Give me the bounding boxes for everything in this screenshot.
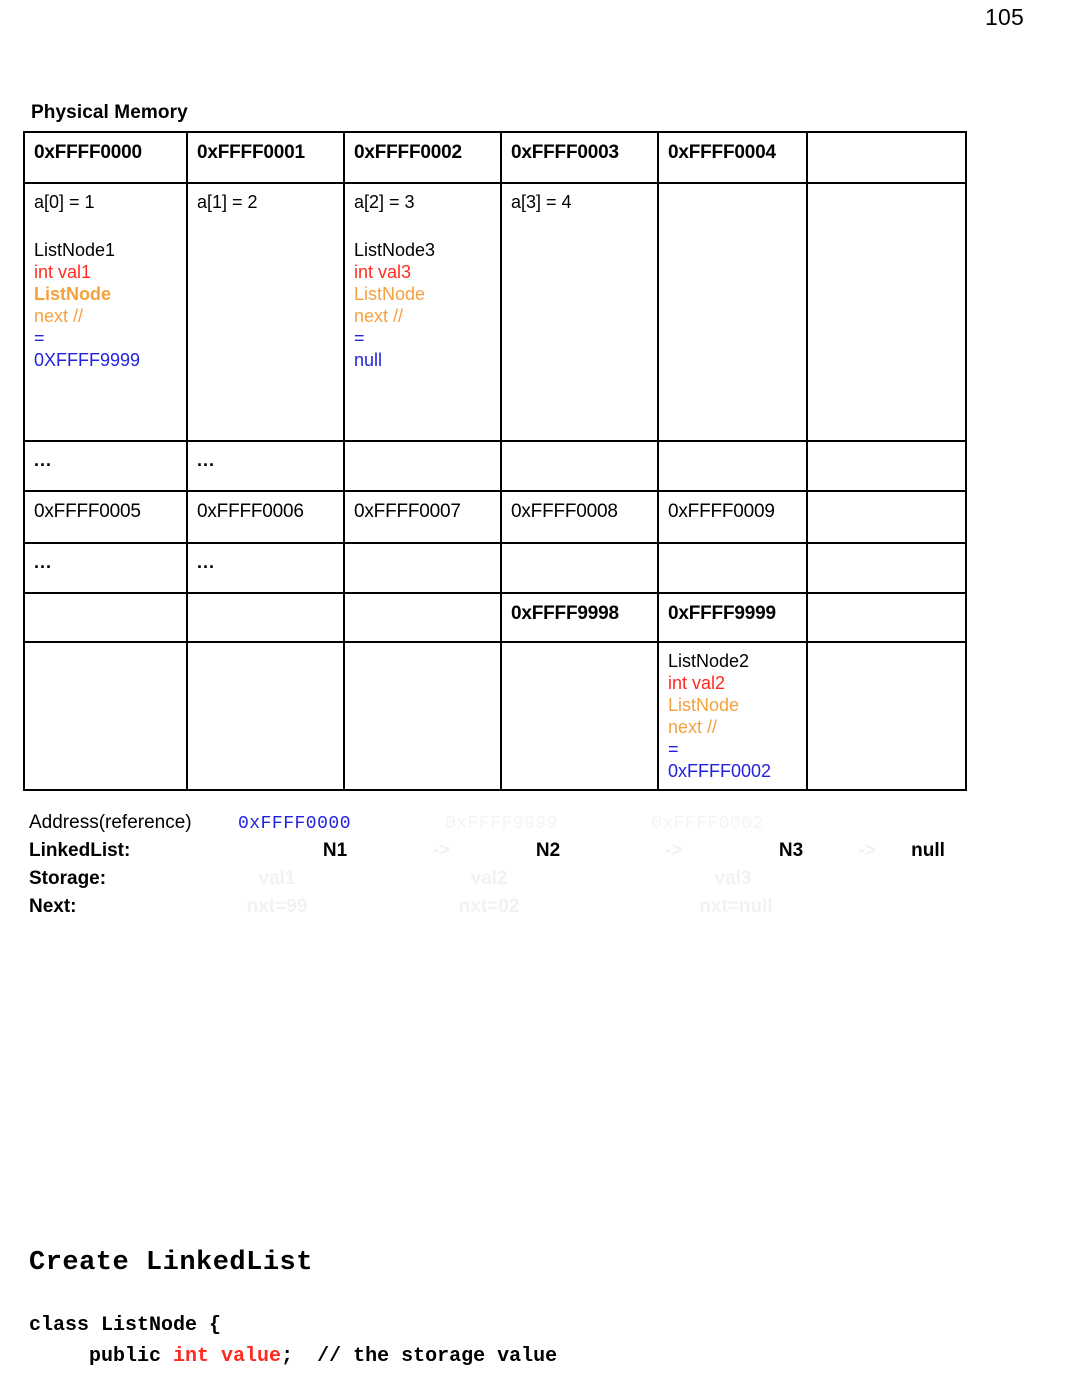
memory-address-cell-empty xyxy=(807,491,966,543)
code-line-2-suffix: ; // the storage value xyxy=(281,1345,558,1368)
empty-cell xyxy=(344,441,501,491)
empty-cell xyxy=(807,441,966,491)
listnode2-name: ListNode2 xyxy=(668,651,750,671)
listnode1-value-field: int val1 xyxy=(34,261,92,282)
listnode3-equals: = xyxy=(354,327,365,348)
memory-address-cell-empty xyxy=(807,132,966,183)
memory-address-cell-empty xyxy=(807,593,966,642)
memory-cell-empty xyxy=(187,642,344,790)
empty-cell xyxy=(24,593,187,642)
code-line-2 xyxy=(29,1345,557,1368)
diagram-arrow-0-icon: -> xyxy=(432,840,450,861)
diagram-node-n1: N1 xyxy=(322,840,348,861)
code-block xyxy=(29,1310,557,1372)
diagram-label-storage: Storage: xyxy=(29,868,107,889)
listnode3-next-field: next // xyxy=(354,305,404,326)
memory-address-cell: 0xFFFF0004 xyxy=(658,132,807,183)
diagram-row-address xyxy=(29,812,989,840)
diagram-label-linkedlist: LinkedList: xyxy=(29,840,131,861)
physical-memory-table xyxy=(23,131,967,791)
memory-address-cell: 0xFFFF0009 xyxy=(658,491,807,543)
memory-cell-empty xyxy=(344,642,501,790)
diagram-node-null: null xyxy=(911,840,945,861)
memory-cell-empty xyxy=(658,183,807,441)
memory-address-cell: 0xFFFF0007 xyxy=(344,491,501,543)
listnode2-type: ListNode xyxy=(668,694,740,715)
table-row-memory-content xyxy=(24,183,966,441)
memory-address-cell: 0xFFFF0001 xyxy=(187,132,344,183)
diagram-node-n2: N2 xyxy=(535,840,561,861)
memory-address-cell: 0xFFFF0008 xyxy=(501,491,658,543)
empty-cell xyxy=(501,543,658,593)
diagram-arrow-1-icon: -> xyxy=(665,840,683,861)
memory-cell-node3 xyxy=(344,183,501,441)
diagram-row-storage xyxy=(29,868,989,896)
diagram-next-2: nxt=null xyxy=(699,896,773,917)
diagram-arrow-2-icon: -> xyxy=(858,840,876,861)
memory-cell-node1 xyxy=(24,183,187,441)
empty-cell xyxy=(658,441,807,491)
diagram-next-0: nxt=99 xyxy=(246,896,308,917)
memory-address-cell: 0xFFFF0003 xyxy=(501,132,658,183)
listnode1-next-line xyxy=(34,306,177,350)
code-section-title: Create LinkedList xyxy=(29,1248,313,1278)
listnode2-value-field: int val2 xyxy=(668,672,726,693)
memory-cell-node2 xyxy=(658,642,807,790)
diagram-storage-0: val1 xyxy=(258,868,296,889)
code-line-2-prefix: public xyxy=(29,1345,174,1368)
diagram-address-2: 0xFFFF0002 xyxy=(651,814,765,834)
empty-cell xyxy=(501,441,658,491)
table-row-ellipsis xyxy=(24,441,966,491)
diagram-next-1: nxt=02 xyxy=(458,896,520,917)
diagram-row-linkedlist xyxy=(29,840,989,868)
memory-cell-empty xyxy=(24,642,187,790)
listnode2-equals: = xyxy=(668,738,679,759)
listnode1-equals: = xyxy=(34,327,45,348)
empty-cell xyxy=(807,543,966,593)
code-line-2-keyword: int value xyxy=(173,1345,282,1368)
listnode1-type: ListNode xyxy=(34,283,112,304)
listnode1-next-field: next // xyxy=(34,305,84,326)
memory-address-cell: 0xFFFF9998 xyxy=(501,593,658,642)
ellipsis-cell: ... xyxy=(24,543,187,593)
listnode3-type: ListNode xyxy=(354,283,426,304)
table-row-address-second xyxy=(24,491,966,543)
table-row-address-high xyxy=(24,593,966,642)
memory-cell-empty xyxy=(807,183,966,441)
array-entry-1: a[1] = 2 xyxy=(197,192,258,212)
memory-address-cell: 0xFFFF0005 xyxy=(24,491,187,543)
array-entry-2: a[2] = 3 xyxy=(354,192,415,212)
diagram-row-next xyxy=(29,896,989,924)
listnode1-block xyxy=(34,240,177,372)
diagram-label-next: Next: xyxy=(29,896,77,917)
code-line-1: class ListNode { xyxy=(29,1314,222,1337)
listnode1-name: ListNode1 xyxy=(34,239,116,260)
empty-cell xyxy=(344,543,501,593)
listnode2-block xyxy=(668,651,797,783)
listnode1-pointer: 0XFFFF9999 xyxy=(34,349,141,370)
listnode3-next-line xyxy=(354,306,491,372)
ellipsis-cell: ... xyxy=(187,441,344,491)
listnode3-name: ListNode3 xyxy=(354,239,436,260)
listnode2-pointer: 0xFFFF0002 xyxy=(668,760,772,781)
table-row-ellipsis xyxy=(24,543,966,593)
page-number: 105 xyxy=(985,4,1024,30)
diagram-node-n3: N3 xyxy=(778,840,804,861)
empty-cell xyxy=(344,593,501,642)
diagram-label-address: Address(reference) xyxy=(29,812,192,833)
listnode3-value-field: int val3 xyxy=(354,261,412,282)
listnode3-block xyxy=(354,240,491,372)
physical-memory-caption: Physical Memory xyxy=(31,102,188,123)
linkedlist-reference-diagram xyxy=(29,812,989,932)
table-row-memory-content-high xyxy=(24,642,966,790)
memory-address-cell: 0xFFFF9999 xyxy=(658,593,807,642)
memory-address-cell: 0xFFFF0002 xyxy=(344,132,501,183)
empty-cell xyxy=(658,543,807,593)
array-entry-0: a[0] = 1 xyxy=(34,192,95,212)
table-row-address-header xyxy=(24,132,966,183)
diagram-storage-1: val2 xyxy=(470,868,508,889)
ellipsis-cell: ... xyxy=(187,543,344,593)
memory-cell-empty xyxy=(501,642,658,790)
diagram-address-0: 0xFFFF0000 xyxy=(238,814,352,834)
diagram-address-1: 0xFFFF9999 xyxy=(445,814,559,834)
listnode2-next-line xyxy=(668,717,797,761)
empty-cell xyxy=(187,593,344,642)
memory-cell-array3 xyxy=(501,183,658,441)
diagram-storage-2: val3 xyxy=(714,868,752,889)
memory-address-cell: 0xFFFF0000 xyxy=(24,132,187,183)
listnode2-next-field: next // xyxy=(668,716,718,737)
memory-address-cell: 0xFFFF0006 xyxy=(187,491,344,543)
memory-cell-empty xyxy=(807,642,966,790)
ellipsis-cell: ... xyxy=(24,441,187,491)
memory-cell-array1 xyxy=(187,183,344,441)
listnode3-pointer: null xyxy=(354,349,383,370)
array-entry-3: a[3] = 4 xyxy=(511,192,572,212)
